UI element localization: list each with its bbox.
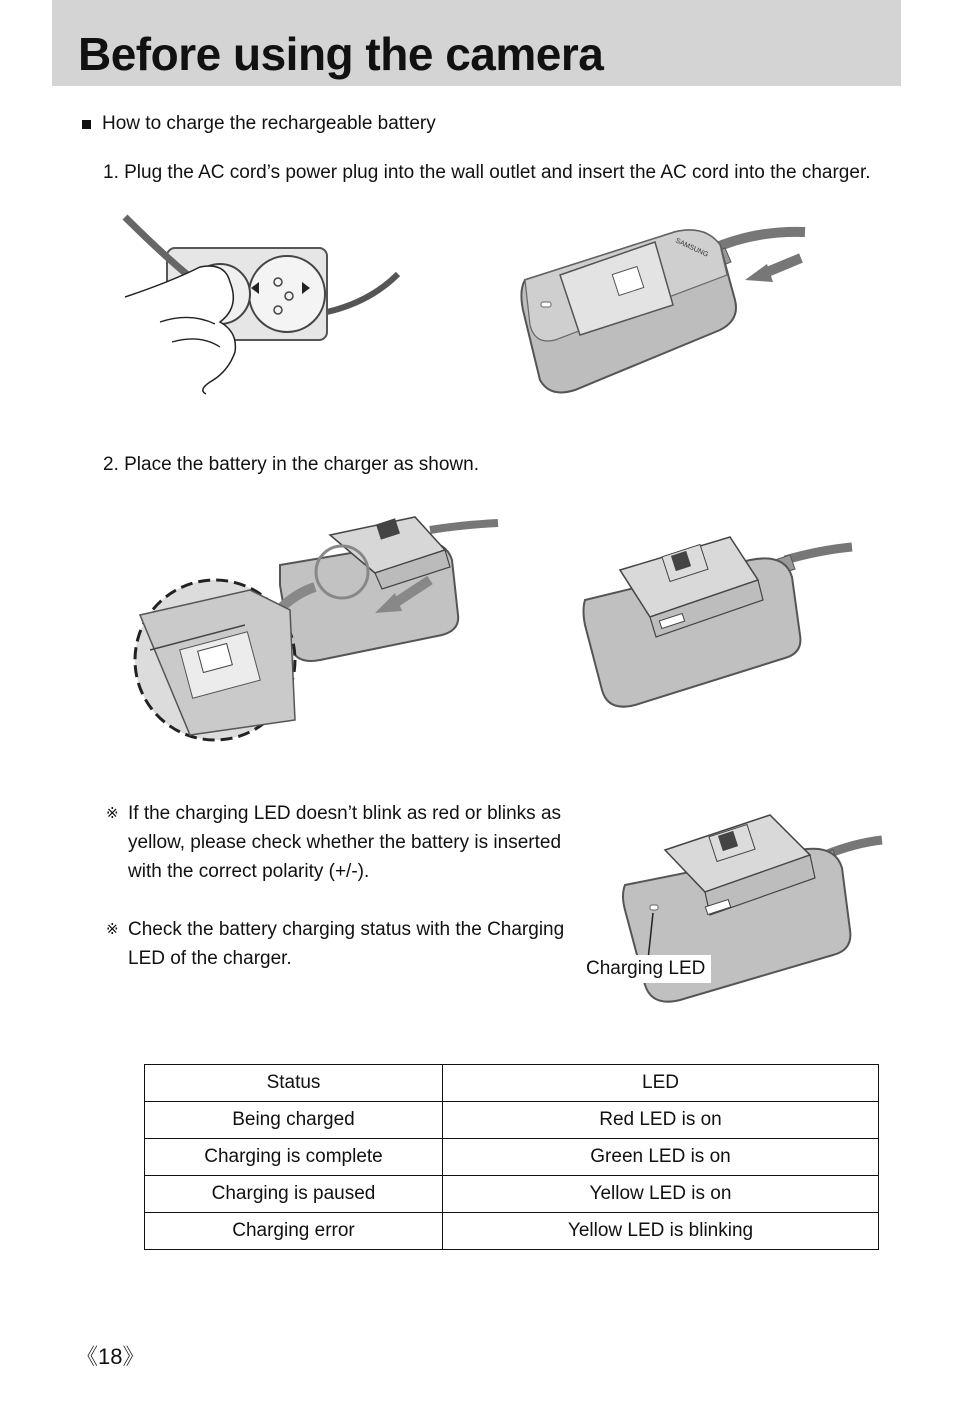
table-header-status: Status	[145, 1065, 443, 1102]
led-cell: Yellow LED is on	[443, 1176, 879, 1213]
note-line: Check the battery charging status with the Charging	[128, 919, 565, 940]
led-cell: Red LED is on	[443, 1102, 879, 1139]
note-line: If the charging LED doesn’t blink as red or blinks as	[128, 803, 562, 824]
note-line: LED of the charger.	[128, 948, 292, 969]
battery-insert-illustration	[130, 515, 510, 745]
brand-label: SAMSUNG	[674, 237, 710, 259]
table-header-led: LED	[443, 1065, 879, 1102]
note-polarity	[106, 799, 562, 886]
table-row	[145, 1213, 879, 1250]
status-cell: Charging is complete	[145, 1139, 443, 1176]
note-line: yellow, please check whether the battery is inserted	[128, 832, 562, 853]
led-cell: Green LED is on	[443, 1139, 879, 1176]
battery-seated-illustration	[580, 525, 860, 715]
note-status	[106, 915, 565, 973]
reference-mark-icon: ※	[106, 805, 119, 822]
bullet-square-icon	[82, 120, 91, 129]
section-heading: How to charge the rechargeable battery	[102, 113, 436, 134]
page-number: 《18》	[76, 1344, 145, 1369]
status-cell: Charging is paused	[145, 1176, 443, 1213]
led-status-table	[144, 1064, 879, 1250]
led-cell: Yellow LED is blinking	[443, 1213, 879, 1250]
table-header-row	[145, 1065, 879, 1102]
page-title: Before using the camera	[78, 28, 604, 80]
table-row	[145, 1176, 879, 1213]
step-1-text: 1. Plug the AC cord’s power plug into the wall outlet and insert the AC cord into the charger.	[103, 162, 871, 183]
charger-cord-illustration	[515, 220, 815, 400]
note-line: with the correct polarity (+/-).	[128, 861, 370, 882]
reference-mark-icon: ※	[106, 921, 119, 938]
table-row	[145, 1139, 879, 1176]
table-row	[145, 1102, 879, 1139]
status-cell: Charging error	[145, 1213, 443, 1250]
step-2-text: 2. Place the battery in the charger as shown.	[103, 454, 479, 475]
charging-led-label: Charging LED	[580, 955, 711, 983]
status-cell: Being charged	[145, 1102, 443, 1139]
wall-outlet-illustration	[120, 212, 410, 402]
